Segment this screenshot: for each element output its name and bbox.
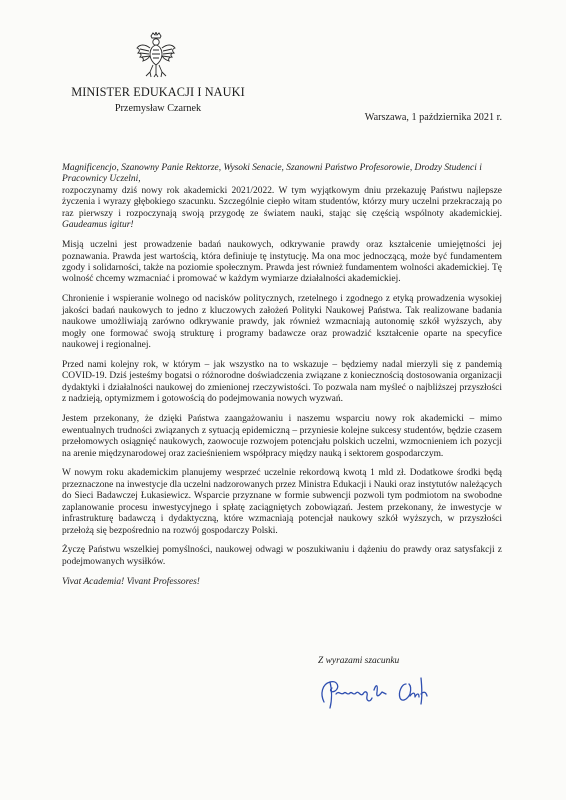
closing-phrase: Vivat Academia! Vivant Professores! bbox=[62, 576, 200, 587]
paragraph-mission: Misją uczelni jest prowadzenie badań naukowych, odkrywanie prawdy oraz kształcenie umiejętności jej poznawania. Prawda jest wartością, która definiuje tę instytucję. Ma ona moc jednoczącą, może być fundamentem zgody i solidarności, także na poziomie społecznym. Prawda jest również fundamentem wolności akademickiej. Tę wolność chcemy wzmacniać i promować w każdym wymiarze działalności akademickiej. bbox=[62, 240, 502, 285]
paragraph-support: Jestem przekonany, że dzięki Państwa zaangażowaniu i naszemu wsparciu nowy rok akademicki – mimo ewentualnych trudności związanych z sytuacją epidemiczną – przyniesie kolejne sukcesy studentów, będzie czasem przełomowych osiągnięć naukowych, zaowocuje rozwojem potencjału polskich uczelni, wzmocnieniem ich pozycji na arenie międzynarodowej oraz zacieśnieniem współpracy między nauką i sektorem gospodarczym. bbox=[62, 414, 502, 459]
letter-date: Warszawa, 1 października 2021 r. bbox=[364, 112, 502, 123]
salutation: Magnificencjo, Szanowny Panie Rektorze, Wysoki Senacie, Szanowni Państwo Profesorowie, Drodzy Studenci i Pracownicy Uczelni, bbox=[62, 163, 482, 185]
regards-line: Z wyrazami szacunku bbox=[318, 656, 400, 666]
paragraph-wishes: Życzę Państwu wszelkiej pomyślności, naukowej odwagi w poszukiwaniu i dążeniu do prawdy oraz satysfakcji z podejmowanych wysiłków. bbox=[62, 545, 502, 567]
opening-text: rozpoczynamy dziś nowy rok akademicki 2021/2022. W tym wyjątkowym dniu przekazuję Państwu najlepsze życzenia i wyrazy głębokiego szacunku. Szczególnie ciepło witam studentów, którzy mury uczelni przekraczają po raz pierwszy i rozpoczynają swoją przygodę ze światem nauki, stając się częścią wspólnoty akademickiej. bbox=[62, 185, 502, 219]
letter-body bbox=[62, 163, 502, 597]
paragraph-opening bbox=[62, 186, 502, 232]
paragraph-science-policy: Chronienie i wspieranie wolnego od nacisków politycznych, rzetelnego i zgodnego z etyką prowadzenia wysokiej jakości badań naukowych to jedno z kluczowych założeń Polityki Naukowej Państwa. Tak realizowane badania naukowe umożliwiają zarówno odkrywanie prawdy, jak również wzmacniają autonomię szkół wyższych, aby mogły one formować swoją strukturę i programy badawcze oraz prowadzić kształcenie oparte na specyfice naukowej i regionalnej. bbox=[62, 294, 502, 351]
signature-icon bbox=[318, 672, 468, 710]
eagle-emblem-icon bbox=[136, 32, 176, 78]
minister-name: Przemysław Czarnek bbox=[114, 103, 202, 114]
paragraph-pandemic: Przed nami kolejny rok, w którym – jak wszystko na to wskazuje – będziemy nadal mierzyli się z pandemią COVID-19. Dziś jesteśmy bogatsi o różnorodne doświadczenia związane z koniecznością dostosowania organizacji dydaktyki i działalności naukowej do zmienionej rzeczywistości. To pozwala nam myśleć o najbliższej przyszłości z nadzieją, optymizmem i gotowością do podejmowania nowych wyzwań. bbox=[62, 359, 502, 405]
minister-title: MINISTER EDUKACJI I NAUKI bbox=[71, 85, 245, 99]
gaudeamus-phrase: Gaudeamus igitur! bbox=[62, 220, 134, 231]
paragraph-funding: W nowym roku akademickim planujemy wesprzeć uczelnie rekordową kwotą 1 mld zł. Dodatkowe środki będą przeznaczone na inwestycje dla uczelni nadzorowanych przez Ministra Edukacji i Nauki oraz instytutów należących do Sieci Badawczej Łukasiewicz. Wsparcie przyznane w formie subwencji pozwoli tym podmiotom na swobodne zaplanowanie procesu inwestycyjnego i spłatę zaciągniętych zobowiązań. Jestem przekonany, że inwestycje w infrastrukturę badawczą i dydaktyczną, które wzmacniają potencjał naukowy szkół wyższych, w przyszłości przełożą się bezpośrednio na rozwój gospodarczy Polski. bbox=[62, 468, 502, 536]
